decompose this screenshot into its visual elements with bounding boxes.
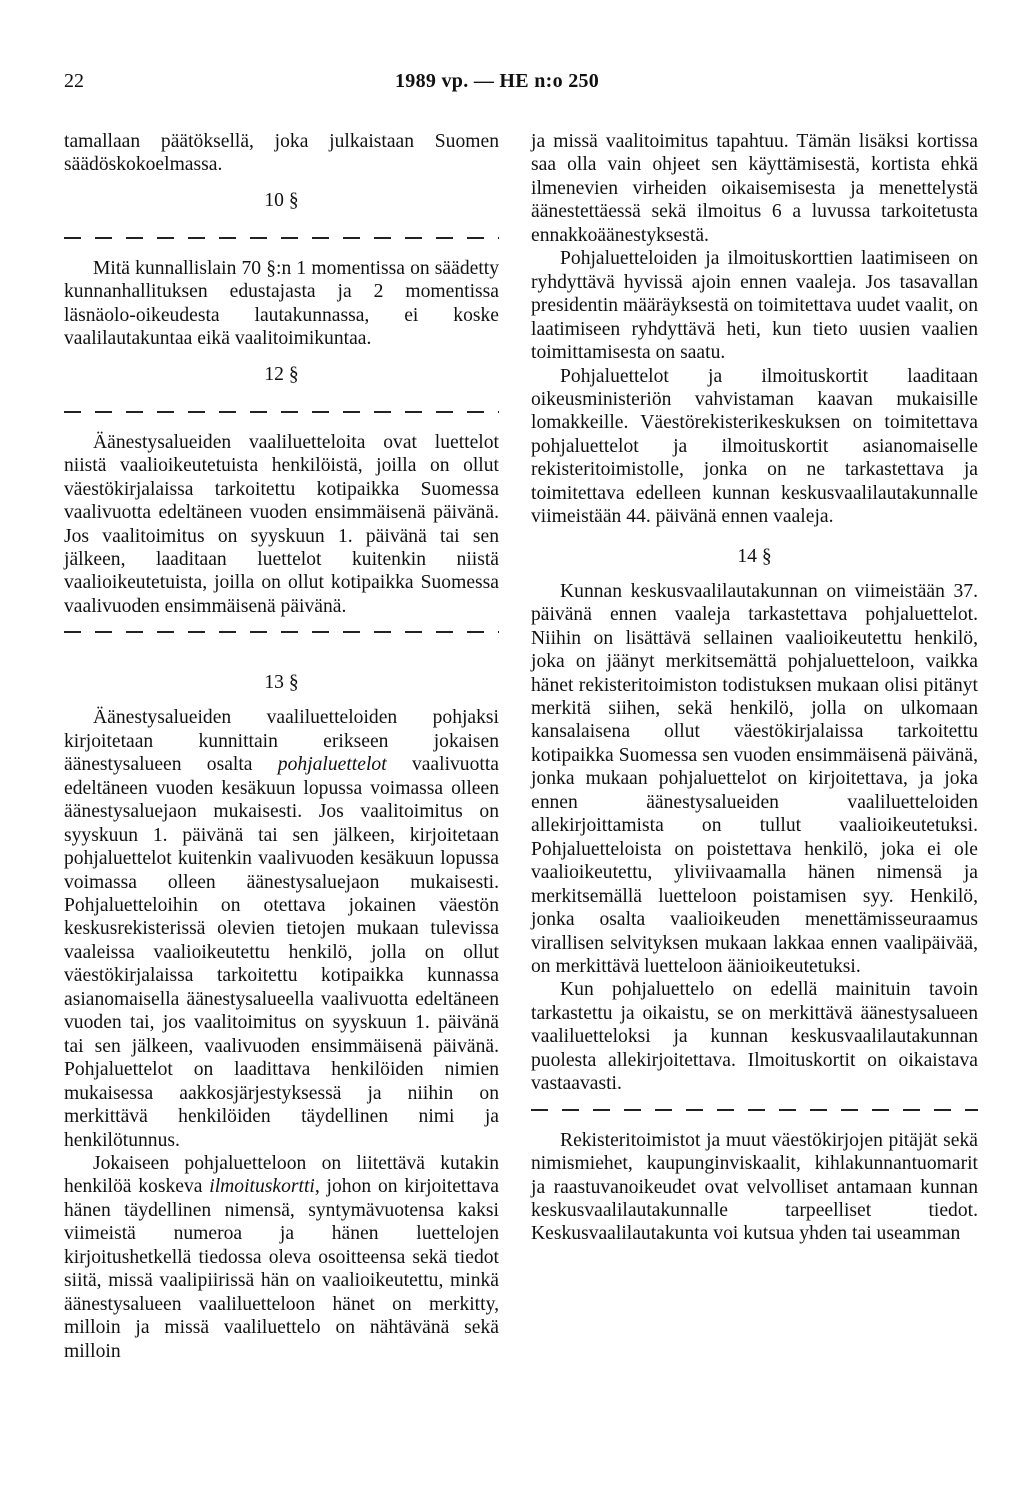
omission-divider	[64, 224, 499, 257]
section-13-heading: 13 §	[264, 672, 299, 694]
section-13-text-a: Äänestysalueiden vaaliluetteloiden pohjaksi kirjoitetaan kunnittain erikseen jokaisen äänestysalueen osalta	[64, 707, 499, 776]
section-14-paragraph-2: Kun pohjaluettelo on edellä mainituin tavoin tarkastettu ja oikaistu, se on merkittävä äänestysalueen vaaliluetteloksi ja kunnan keskusvaalilautakunnan puolesta allekirjoitettava. Ilmoituskortit on oikaistava vastaavasti.	[531, 979, 978, 1095]
page-header	[0, 70, 1024, 100]
section-13-p2-text-a: Jokaiseen pohjaluetteloon on liitettävä kutakin henkilöä koskeva	[64, 1152, 499, 1198]
continued-paragraph: ja missä vaalitoimitus tapahtuu. Tämän lisäksi kortissa saa olla vain ohjeet sen käyttämisestä, kortista ehkä ilmenevien virheiden oikaisemisesta ja menettelystä äänestettäessä sekä ilmoitus 6 a luvussa tarkoitetusta ennakkoäänestyksestä.	[531, 131, 978, 246]
section-14-heading: 14 §	[737, 545, 772, 567]
intro-paragraph: tamallaan päätöksellä, joka julkaistaan Suomen säädöskokoelmassa.	[64, 131, 499, 176]
section-13-emphasis-pohjaluettelot: pohjaluettelot	[277, 754, 387, 776]
paragraph-preparation: Pohjaluetteloiden ja ilmoituskorttien laatimiseen on ryhdyttävä hyvissä ajoin ennen vaaleja. Jos tasavallan presidentin määräyksestä on toimitettava uudet vaalit, on laatimiseen ryhdyttävä heti, kun tieto uusien vaalien toimittamisesta on saatu.	[531, 248, 978, 364]
section-12-text: Äänestysalueiden vaaliluetteloita ovat luettelot niistä vaalioikeutetuista henkilöistä, joilla on ollut väestökirjalaissa tarkoitettu kotipaikka Suomessa vaalivuotta edeltäneen vuoden ensimmäisenä päivänä. Jos vaalitoimitus on syyskuun 1. päivänä tai sen jälkeen, laaditaan luettelot kuitenkin niistä vaalioikeutetuista, joilla on ollut kotipaikka Suomessa vaalivuoden ensimmäisenä päivänä.	[64, 431, 499, 617]
omission-divider	[531, 1096, 978, 1129]
omission-divider	[64, 618, 499, 651]
section-14-paragraph-1: Kunnan keskusvaalilautakunnan on viimeistään 37. päivänä ennen vaaleja tarkastettava pohjaluettelot. Niihin on lisättävä sellainen vaalioikeutettu henkilö, joka on jäänyt merkitsemättä pohjaluetteloon, vaikka hänet rekisteritoimiston todistuksen mukaan olisi pitänyt merkitä siihen, sekä henkilö, jolla on ulkomaan kansalaisena ollut väestökirjalaissa tarkoitettu kotipaikka Suomessa sen vuoden ensimmäisenä päivänä, jonka mukaan pohjaluettelot on kirjoitettava, ja joka ennen äänestysalueiden vaaliluetteloiden allekirjoittamista on tullut vaalioikeutetuksi. Pohjaluetteloista on poistettava henkilö, joka ei ole vaalioikeutettu, yliviivaamalla hänen nimensä ja merkitsemällä luetteloon poistamisen syy. Henkilö, jonka osalta vaalioikeuden menettämisseuraamus virallisen selvityksen mukaan lakkaa ennen vaalipäivää, on merkittävä luetteloon äänioikeutetuksi.	[531, 580, 978, 977]
page-number: 22	[64, 70, 84, 92]
left-column	[64, 130, 499, 1363]
omission-divider	[64, 398, 499, 431]
final-paragraph: Rekisteritoimistot ja muut väestökirjojen pitäjät sekä nimismiehet, kaupunginviskaalit, kihlakunnantuomarit ja raastuvanoikeudet ovat velvolliset antamaan kunnan keskusvaalilautakunnalle tarpeelliset tiedot. Keskusvaalilautakunta voi kutsua yhden tai useamman	[531, 1129, 978, 1245]
paragraph-forms: Pohjaluettelot ja ilmoituskortit laaditaan oikeusministeriön vahvistaman kaavan mukaisille lomakkeille. Väestörekisterikeskuksen on toimitettava pohjaluettelot ja ilmoituskortit asianomaiselle rekisteritoimistolle, jonka on ne tarkastettava ja toimitettava edelleen kunnan keskusvaalilautakunnalle viimeistään 44. päivänä ennen vaaleja.	[531, 365, 978, 528]
section-10-heading: 10 §	[264, 189, 299, 211]
section-13-paragraph-1	[64, 706, 499, 1152]
section-13-text-b: vaalivuotta edeltäneen vuoden kesäkuun lopussa voimassa olleen äänestysaluejaon mukaisesti. Jos vaalitoimitus on syyskuun 1. päivänä tai sen jälkeen, kirjoitetaan pohjaluettelot kuitenkin vaalivuoden kesäkuun lopussa voimassa olleen äänestysaluejaon mukaisesti. Pohjaluetteloihin on otettava jokainen väestön keskusrekisterissä olevien tietojen mukaan tulevissa vaaleissa vaalioikeutettu henkilö, jolla on ollut väestökirjalaissa tarkoitettu kotipaikka kunnassa asianomaisella äänestysalueella vaalivuotta edeltäneen vuoden tai, jos vaalitoimitus on syyskuun 1. päivänä tai sen jälkeen, vaalivuoden ensimmäisenä päivänä. Pohjaluettelot on laadittava henkilöiden nimien mukaisessa aakkosjärjestyksessä ja niihin on merkittävä henkilöiden täydellinen nimi ja henkilötunnus.	[64, 754, 499, 1151]
running-title: 1989 vp. — HE n:o 250	[395, 70, 600, 92]
section-13-paragraph-2	[64, 1152, 499, 1363]
section-13-p2-text-b: johon on kirjoitettava hänen täydellinen nimensä, syntymävuotensa kaksi viimeistä numeroa ja hänen luettelojen kirjoitushetkellä tiedossa oleva osoitteensa sekä tiedot siitä, missä vaalipiirissä hän on vaalioikeutettu, minkä äänestysalueen vaaliluetteloon hänet on merkitty, milloin ja missä vaaliluettelo on nähtävänä sekä milloin	[64, 1176, 499, 1362]
right-column	[531, 130, 978, 1246]
section-10-text: Mitä kunnallislain 70 §:n 1 momentissa on säädetty kunnanhallituksen edustajasta ja 2 momentissa läsnäolo-oikeudesta lautakunnassa, ei koske vaalilautakuntaa eikä vaalitoimikuntaa.	[64, 257, 499, 350]
section-12-heading: 12 §	[264, 363, 299, 385]
section-13-emphasis-ilmoituskortti: ilmoituskortti,	[209, 1176, 320, 1198]
